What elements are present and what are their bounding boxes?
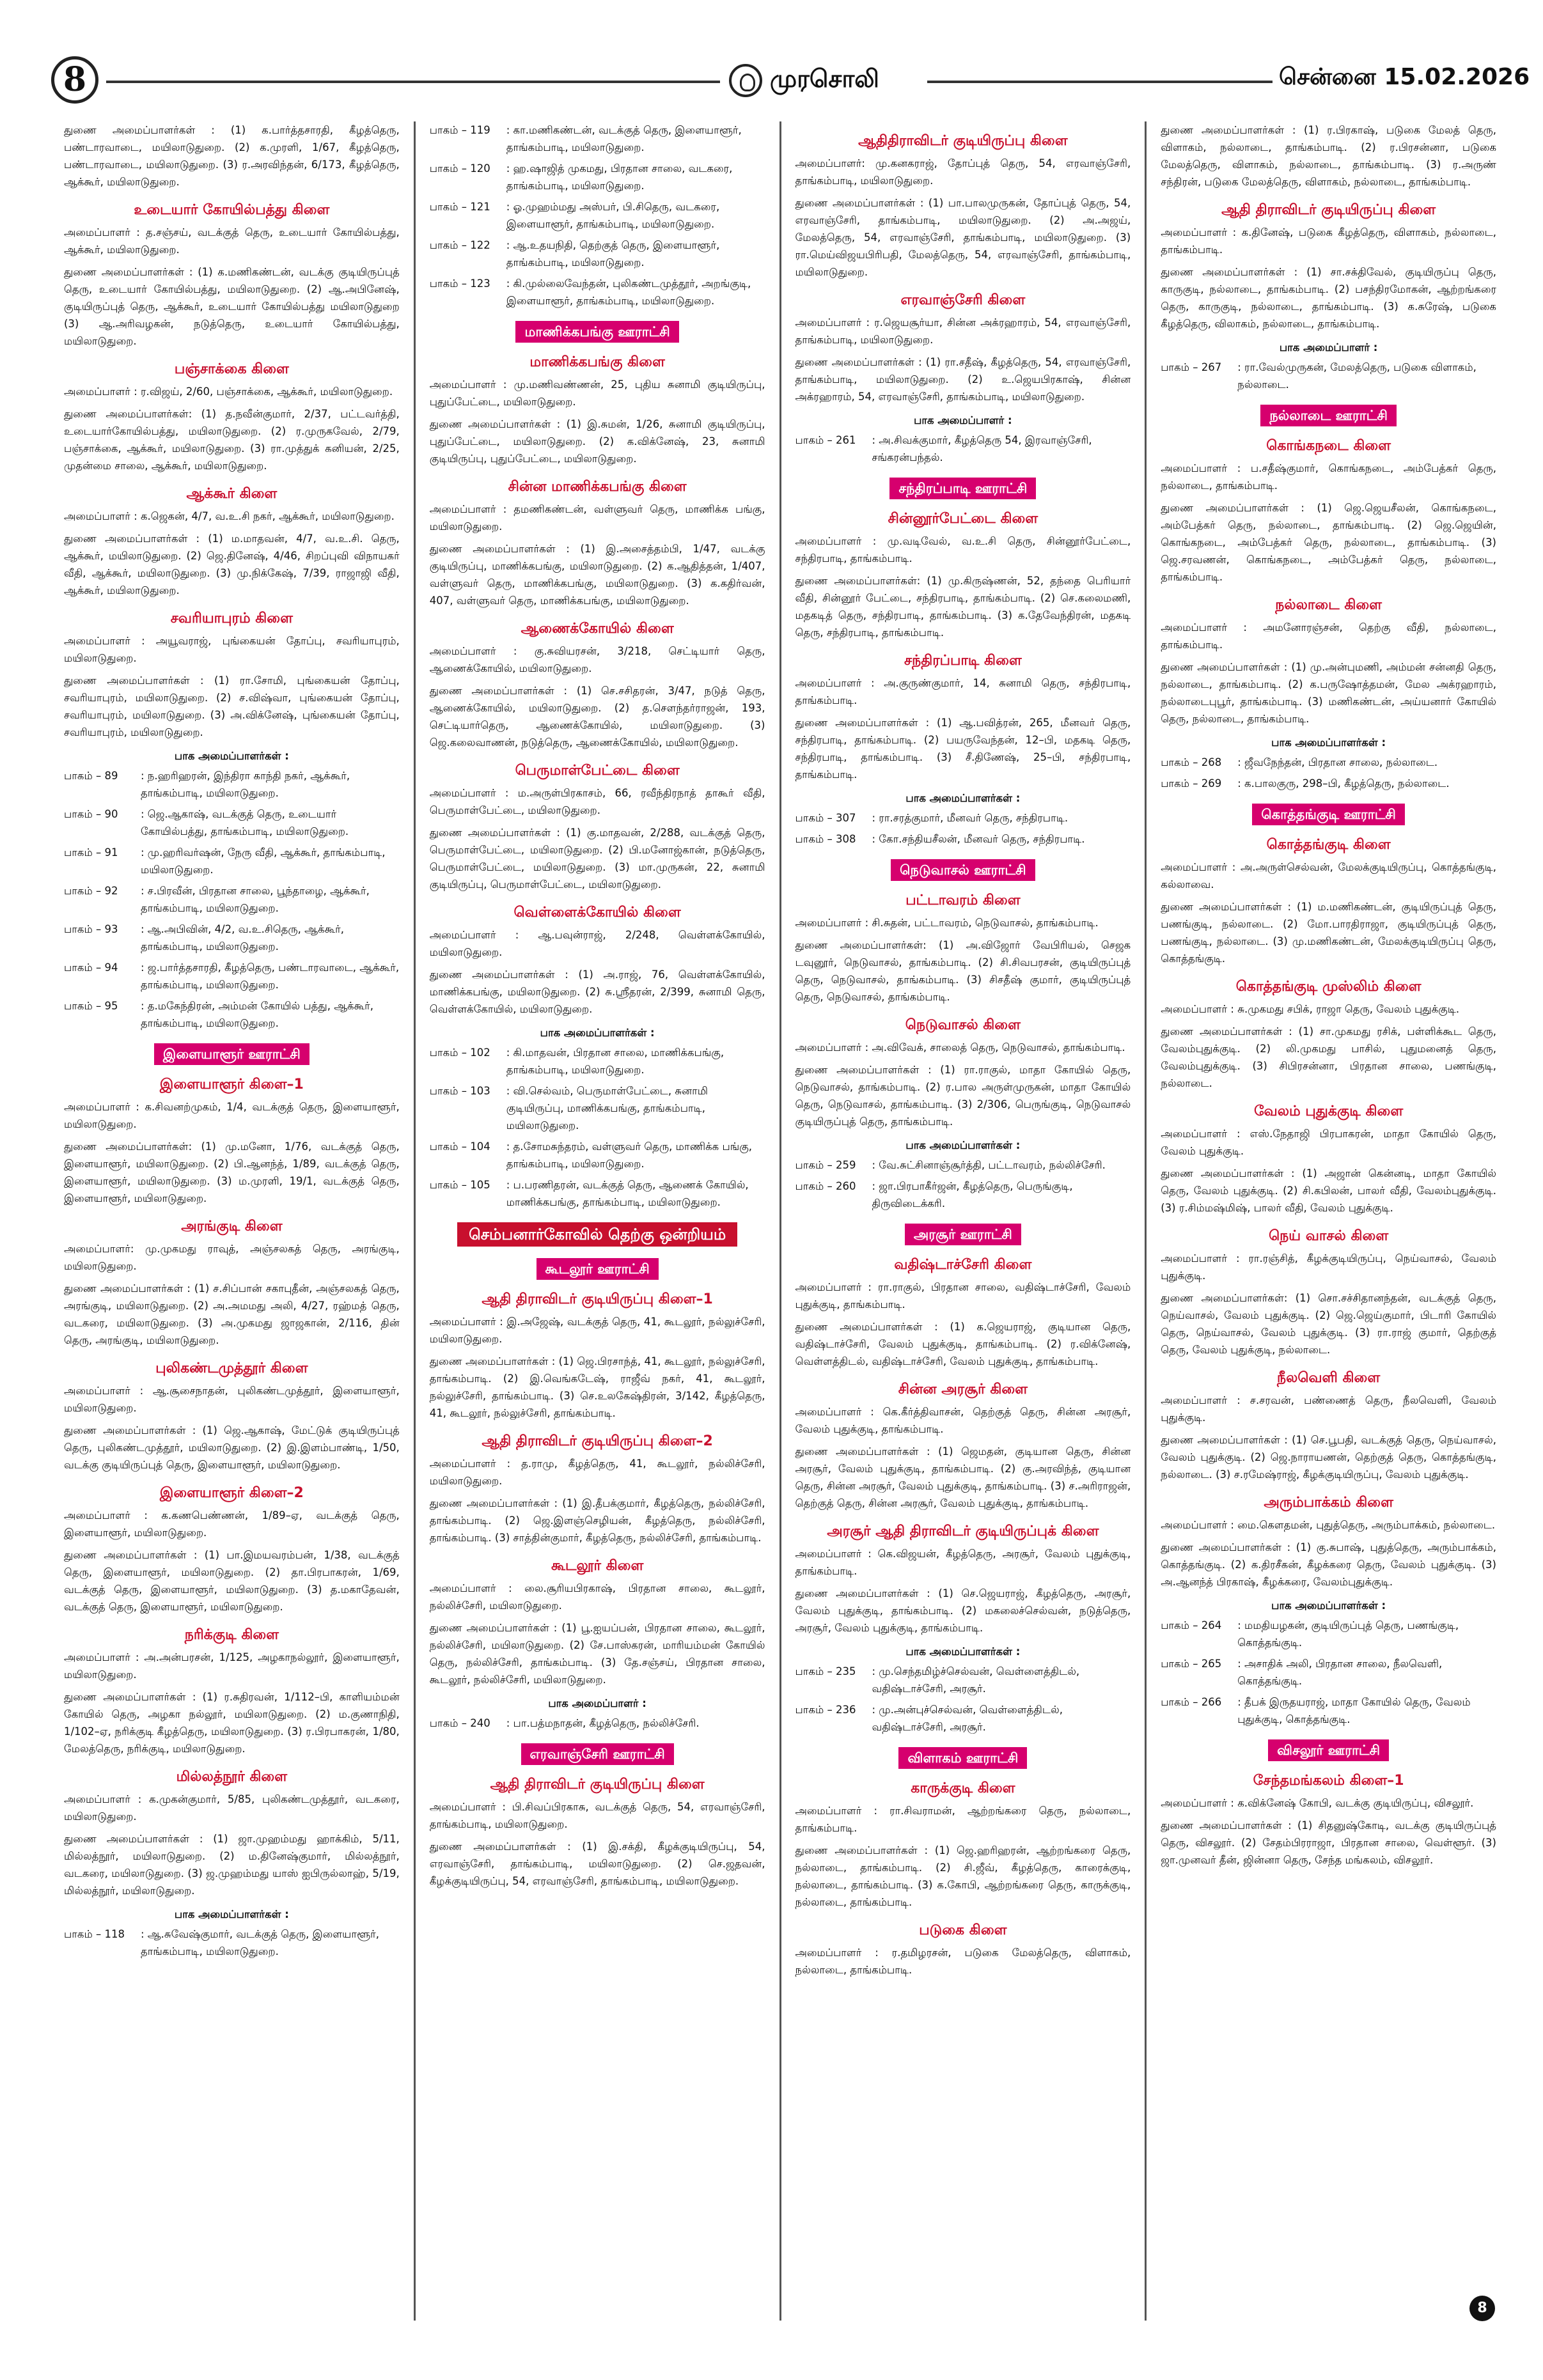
section-heading: ஆக்கூர் கிளை — [186, 486, 278, 502]
section-heading: படுகை கிளை — [919, 1922, 1007, 1938]
entry: துணை அமைப்பாளர்கள்: (1) த.நவீன்குமார், 2/37, பட்டவர்த்தி, உடையார்கோயில்பத்து, மயிலாடுதுறை. (2) ர.முருகவேல், 2/79, பஞ்சாக்கை, ஆக்கூர், மயிலாடுதுறை. (3) ரா.முத்துக் கனியன், 2/25, முதன்மை சாலை, ஆக்கூர், மயிலாடுதுறை. — [64, 408, 400, 472]
entry: துணை அமைப்பாளர்கள் : (1) ஜா.முஹம்மது ஹாக்கிம், 5/11, மில்லத்நூர், மயிலாடுதுறை. (2) ம.தினேஷ்குமார், மில்லத்நூர், வடகரை, மயிலாடுதுறை. (3) ஜ.முஹம்மது யாஸ் ஐபிருல்லாஹ், 5/19, மில்லத்நூர், மயிலாடுதுறை. — [64, 1833, 400, 1897]
entry: துணை அமைப்பாளர்கள் : (1) க.மணிகண்டன், வடக்கு குடியிருப்புத் தெரு, உடையார் கோயில்பத்து, மயிலாடுதுறை. (2) ஆ.அபினேஷ், குடியிருப்புத் தெரு, ஆக்கூர், உடையார் கோயில்பத்து மயிலாடுதுறை (3) ஆ.அரிவழகன், நடுத்தெரு, உடையார் கோயில்பத்து, மயிலாடுதுறை. — [64, 266, 400, 347]
entry: அமைப்பாளர் : ப.சதீஷ்குமார், கொங்கநடை, அம்பேத்கர் தெரு, நல்லாடை, தாங்கம்பாடி. — [1161, 462, 1496, 492]
entry: அமைப்பாளர் : அ.விவேக், சாலைத் தெரு, நெடுவாசல், தாங்கம்பாடி. — [795, 1041, 1125, 1054]
section-heading: நீலவெளி கிளை — [1277, 1370, 1381, 1386]
section-heading: ஆதி திராவிடர் குடியிருப்பு கிளை — [1221, 202, 1436, 218]
entry: துணை அமைப்பாளர்கள் : (1) இ.சுமன், 1/26, சுனாமி குடியிருப்பு, புதுப்பேட்டை, மயிலாடுதுறை. (2) க.விக்னேஷ், 23, சுனாமி குடியிருப்பு, புதுப்பேட்டை, மயிலாடுதுறை. — [429, 418, 765, 465]
entry: அமைப்பாளர் : ரா.ராகுல், பிரதான சாலை, வதிஷ்டாச்சேரி, வேலம் புதுக்குடி, தாங்கம்பாடி. — [795, 1281, 1131, 1311]
entry: அமைப்பாளர் : கெ.கீர்த்திவாசன், தெற்குத் தெரு, சின்ன அரசூர், வேலம் புதுக்குடி, தாங்கம்பாடி. — [795, 1406, 1131, 1435]
ward-person: : ப.பரணிதரன், வடக்குத் தெரு, ஆணைக் கோயில், மாணிக்கபங்கு, தாங்கம்பாடி, மயிலாடுதுறை. — [506, 1179, 749, 1208]
ward-row — [795, 1663, 1131, 1697]
masthead-rule-left — [106, 81, 720, 83]
entry: துணை அமைப்பாளர்கள் : (1) ஜெ.ஆகாஷ், மேட்டுக் குடியிருப்புத் தெரு, புலிகண்டமுத்தூர், மயிலாடுதுறை. (2) இ.இளம்பாண்டி, 1/50, வடக்கு குடியிருப்புத் தெரு, இளையாளூர், மயிலாடுதுறை. — [64, 1424, 400, 1471]
banner-label: இளையாளூர் ஊராட்சி — [154, 1043, 309, 1065]
panchayat-banner — [430, 1258, 765, 1280]
entry: அமைப்பாளர் : க.முகன்குமார், 5/85, புலிகண்டமுத்தூர், வடகரை, மயிலாடுதுறை. — [64, 1793, 400, 1823]
column-4 — [1145, 121, 1496, 2321]
entry: துணை அமைப்பாளர்கள் : (1) சிதனுஷ்கோடி, வடக்கு குடியிருப்புத் தெரு, விசலூர். (2) சேதம்பிரராஜா, பிரதான சாலை, வெள்ளூர். (3) ஜா.முனவர் தீன், ஜின்னா தெரு, சேந்த மங்கலம், விசலூர். — [1161, 1819, 1496, 1866]
banner-label: மாணிக்கபங்கு ஊராட்சி — [515, 321, 678, 343]
entry: துணை அமைப்பாளர்கள் : (1) மு.அன்புமணி, அம்மன் சன்னதி தெரு, நல்லாடை, தாங்கம்பாடி. (2) க.பருஷோத்தமன், மேல அக்ரஹாரம், நல்லாடைபுபூர், தாங்கம்பாடி. (3) மணிகண்டன், அய்யனார் கோயில் தெரு, நல்லாடை, தாங்கம்பாடி. — [1161, 661, 1496, 725]
entry: அமைப்பாளர் : கு.சுவியரசன், 3/218, செட்டியார் தெரு, ஆணைக்கோயில், மயிலாடுதுறை. — [429, 645, 765, 674]
entry: துணை அமைப்பாளர்கள்: (1) மு.மனோ, 1/76, வடக்குத் தெரு, இளையாளூர், மயிலாடுதுறை. (2) பி.ஆனந்த், 1/89, வடக்குத் தெரு, இளையாளூர், மயிலாடுதுறை. (3) ம.முரளி, 19/1, வடக்குத் தெரு, இளையாளூர், மயிலாடுதுறை. — [64, 1140, 400, 1204]
section-heading: எரவாஞ்சேரி கிளை — [900, 292, 1026, 308]
entry: துணை அமைப்பாளர்கள் : (1) செ.சசிதரன், 3/47, நடுத் தெரு, ஆணைக்கோயில், மயிலாடுதுறை. (2) த.செளந்தர்ராஜன், 193, செட்டியார்தெரு, ஆணைக்கோயில், மயிலாடுதுறை. (3) ஜெ.கலைவாணன், நடுத்தெரு, ஆணைக்கோயில், மயிலாடுதுறை. — [429, 685, 765, 749]
entry: அமைப்பாளர் : அமனோரஞ்சன், தெற்கு வீதி, நல்லாடை, தாங்கம்பாடி. — [1161, 621, 1496, 651]
entry: அமைப்பாளர்: மு.முகமது ராவுத், அஞ்சலகத் தெரு, அரங்குடி, மயிலாடுதுறை. — [64, 1243, 400, 1272]
ward-row — [64, 997, 400, 1032]
ward-number: பாகம் – 91 — [64, 846, 118, 859]
ward-number: பாகம் – 102 — [429, 1046, 490, 1059]
ward-person: : மமதியழகன், குடியிருப்புத் தெரு, பணங்குடி, கொத்தங்குடி. — [1237, 1619, 1459, 1649]
entry: துணை அமைப்பாளர்கள் : (1) பா.பாலமுருகன், தோப்புத் தெரு, 54, எரவாஞ்சேரி, தாங்கம்பாடி, மயிலாடுதுறை. (2) அ.அஜய், மேலத்தெரு, 54, எரவாஞ்சேரி, தாங்கம்பாடி, மயிலாடுதுறை. (3) ரா.மெய்விஜயபிரிபதி, மேலத்தெரு, 54, எரவாஞ்சேரி, தாங்கம்பாடி, மயிலாடுதுறை. — [795, 197, 1131, 278]
ward-row — [64, 844, 400, 878]
ward-row — [1161, 359, 1496, 393]
panchayat-banner — [430, 321, 765, 343]
subheading: பாக அமைப்பாளர் : — [1279, 341, 1378, 354]
ward-person: : கி.முல்லைவேந்தன், புலிகண்டமுத்தூர், அறங்குடி, இளையாளூர், தாங்கம்பாடி, மயிலாடுதுறை. — [506, 277, 751, 307]
entry: அமைப்பாளர் : ரா.சிவராமன், ஆற்றங்கரை தெரு, நல்லாடை, தாங்கம்பாடி. — [795, 1805, 1131, 1834]
ward-row — [430, 160, 765, 194]
ward-person: : ஹ.ஷாஜித் முகமது, பிரதான சாலை, வடகரை, தாங்கம்பாடி, மயிலாடுதுறை. — [506, 162, 733, 192]
ward-person: : வே.சுட்சினாஞ்சூர்த்தி, பட்டாவரம், நல்லிச்சேரி. — [872, 1159, 1106, 1171]
section-heading: சேந்தமங்கலம் கிளை–1 — [1253, 1773, 1404, 1789]
entry: அமைப்பாளர் : சு.முகமது சபிக், ராஜா தெரு, வேலம் புதுக்குடி. — [1161, 1003, 1460, 1015]
section-heading: புலிகண்டமுத்தூர் கிளை — [155, 1360, 308, 1376]
section-heading: வேலம் புதுக்குடி கிளை — [1254, 1103, 1404, 1119]
ward-person: : கி.மாதவன், பிரதான சாலை, மாணிக்கபங்கு, தாங்கம்பாடி, மயிலாடுதுறை. — [506, 1046, 725, 1076]
banner-label: கூடலூர் ஊராட்சி — [537, 1258, 659, 1280]
ward-number: பாகம் – 266 — [1161, 1696, 1222, 1708]
entry: அமைப்பாளர் : க.தினேஷ், படுகை கீழத்தெரு, விளாகம், நல்லாடை, தாங்கம்பாடி. — [1161, 226, 1496, 256]
ward-row — [430, 121, 765, 156]
ward-number: பாகம் – 105 — [429, 1179, 490, 1191]
entry: துணை அமைப்பாளர்கள் : (1) க.ஜெயராஜ், குடியான தெரு, வதிஷ்டாச்சேரி, வேலம் புதுக்குடி, தாங்கம்பாடி. (2) ர.விக்னேஷ், வெள்ளத்திடல், வதிஷ்டாச்சேரி, வேலம் புதுக்குடி, தாங்கம்பாடி. — [795, 1321, 1131, 1367]
column-1 — [64, 121, 414, 2321]
subheading: பாக அமைப்பாளர் : — [914, 414, 1012, 426]
section-heading: பட்டாவரம் கிளை — [905, 892, 1021, 908]
union-banner — [430, 1222, 765, 1247]
ward-person: : கோ.சந்தியசீலன், மீனவர் தெரு, சந்திரபாடி. — [872, 833, 1085, 845]
entry: துணை அமைப்பாளர்கள் : (1) ம.மாதவன், 4/7, வ.உ.சி. தெரு, ஆக்கூர், மயிலாடுதுறை. (2) ஜெ.தினேஷ், 4/46, சிறப்புவி விநாயகர் வீதி, ஆக்கூர், மயிலாடுதுறை. (3) மு.நிக்கேஷ், 7/39, ராஜாஜி வீதி, ஆக்கூர், மயிலாடுதுறை. — [64, 533, 400, 596]
panchayat-banner — [1161, 405, 1496, 426]
ward-number: பாகம் – 308 — [795, 833, 856, 845]
entry: துணை அமைப்பாளர்கள் : (1) ச.சிப்பான் சகாபுதீன், அஞ்சலகத் தெரு, அரங்குடி, மயிலாடுதுறை. (2) அ.அமமது அலி, 4/27, ரஹ்மத் தெரு, வடகரை, மயிலாடுதுறை. (3) அ.முகமது ஜாஜகான், 2/116, தின் தெரு, அரங்குடி, மயிலாடுதுறை. — [64, 1282, 400, 1346]
ward-number: பாகம் – 103 — [429, 1085, 490, 1097]
entry: துணை அமைப்பாளர்கள் : (1) செ.பூபதி, வடக்குத் தெரு, நெய்வாசல், வேலம் புதுக்குடி. (2) ஜெ.நாராயணன், தெற்குத் தெரு, கொத்தங்குடி, நல்லாடை. (3) ச.ரமேஷ்ராஜ், கீழக்குடியிருப்பு, வேலம் புதுக்குடி. — [1161, 1434, 1496, 1481]
entry: துணை அமைப்பாளர்கள் : (1) இ.அசைத்தம்பி, 1/47, வடக்கு குடியிருப்பு, மாணிக்கபங்கு, மயிலாடுதுறை. (2) க.ஆதித்தன், 1/407, வள்ளுவர் தெரு, மாணிக்கபங்கு, மயிலாடுதுறை. (3) க.கதிர்வன், 407, வள்ளுவர் தெரு, மாணிக்கபங்கு, மயிலாடுதுறை. — [429, 543, 765, 607]
section-heading: மாணிக்கபங்கு கிளை — [529, 354, 665, 370]
section-heading: அரும்பாக்கம் கிளை — [1264, 1495, 1393, 1511]
logo-emblem-icon — [729, 64, 762, 97]
logo-text: முரசொலி — [770, 65, 879, 93]
entry: அமைப்பாளர் : மை.கௌதமன், புதுத்தெரு, அரும்பாக்கம், நல்லாடை. — [1161, 1519, 1496, 1531]
ward-row — [1161, 754, 1496, 771]
ward-row — [64, 882, 400, 917]
subheading: பாக அமைப்பாளர் : — [548, 1697, 646, 1709]
ward-number: பாகம் – 235 — [795, 1665, 856, 1677]
entry: அமைப்பாளர் : அ.அன்பரசன், 1/125, அழகாநல்லூர், இளையாளூர், மயிலாடுதுறை. — [64, 1651, 400, 1681]
subheading: பாக அமைப்பாளர்கள் : — [540, 1027, 655, 1039]
ward-person: : பா.பத்மநாதன், கீழத்தெரு, நல்லிச்சேரி. — [506, 1717, 700, 1729]
ward-number: பாகம் – 90 — [64, 808, 118, 820]
section-heading: நெய் வாசல் கிளை — [1269, 1228, 1389, 1244]
section-heading: கொத்தங்குடி கிளை — [1266, 837, 1391, 853]
section-heading: சின்ன அரசூர் கிளை — [898, 1381, 1028, 1397]
ward-number: பாகம் – 121 — [429, 201, 490, 213]
section-heading: கொத்தங்குடி முஸ்லிம் கிளை — [1235, 979, 1422, 995]
entry: அமைப்பாளர் : க.விக்னேஷ் கோபி, வடக்கு குடியிருப்பு, விசலூர். — [1161, 1797, 1474, 1809]
newspaper-logo — [729, 60, 921, 101]
entry: அமைப்பாளர் : ர.ஜெயசூர்யா, சின்ன அக்ரஹாரம், 54, எரவாஞ்சேரி, தாங்கம்பாடி, மயிலாடுதுறை. — [795, 316, 1131, 346]
panchayat-banner — [64, 1043, 400, 1065]
ward-person: : ரா.வேல்முருகன், மேலத்தெரு, படுகை விளாகம், நல்லாடை. — [1237, 361, 1476, 391]
entry: அமைப்பாளர் : எஸ்.நேதாஜி பிரபாகரன், மாதா கோயில் தெரு, வேலம் புதுக்குடி. — [1161, 1128, 1496, 1157]
entry: துணை அமைப்பாளர்கள் : (1) ஜெமதன், குடியான தெரு, சின்ன அரசூர், வேலம் புதுக்குடி, தாங்கம்பாடி. (2) கு.அரவிந்த், குடியான தெரு, சின்ன அரசூர், வேலம் புதுக்குடி, தாங்கம்பாடி. (3) ச.அரிராஜன், தெற்குத் தெரு, சின்ன அரசூர், வேலம் புதுக்குடி, தாங்கம்பாடி. — [795, 1445, 1131, 1509]
section-heading: ஆதிதிராவிடர் குடியிருப்பு கிளை — [858, 133, 1068, 149]
entry: துணை அமைப்பாளர்கள் : (1) ஜெ.ஜெயசீலன், கொங்கநடை, அம்பேத்கர் தெரு, நல்லாடை, தாங்கம்பாடி. (2) ஜெ.ஜெயின், கொங்கநடை, அம்பேத்கர் தெரு, நல்லாடை, தாங்கம்பாடி. (3) ஜெ.சரவணன், கொங்கநடை, அம்பேத்கர் தெரு, நல்லாடை, தாங்கம்பாடி. — [1161, 502, 1496, 583]
ward-row — [795, 809, 1131, 827]
entry: அமைப்பாளர் : சி.சுதன், பட்டாவரம், நெடுவாசல், தாங்கம்பாடி. — [795, 917, 1099, 929]
ward-number: பாகம் – 118 — [64, 1928, 125, 1940]
section-heading: அரங்குடி கிளை — [181, 1218, 283, 1234]
section-heading: சின்னூர்பேட்டை கிளை — [888, 511, 1038, 527]
entry: அமைப்பாளர் : மு.வடிவேல், வ.உ.சி தெரு, சின்னூர்பேட்டை, சந்திரபாடி, தாங்கம்பாடி. — [795, 535, 1131, 564]
panchayat-banner — [1161, 1739, 1496, 1761]
column-2 — [414, 121, 779, 2321]
ward-row — [430, 1082, 765, 1134]
column-3 — [779, 121, 1145, 2321]
entry: அமைப்பாளர் : தமணிகண்டன், வள்ளுவர் தெரு, மாணிக்க பங்கு, மயிலாடுதுறை. — [429, 503, 765, 533]
ward-row — [795, 1178, 1131, 1212]
entry: துணை அமைப்பாளர்கள் : (1) ஆ.பவித்ரன், 265, மீனவர் தெரு, சந்திரபாடி, தாங்கம்பாடி. (2) பயருவேந்தன், 12–பி, மதகடி தெரு, சந்திரபாடி, தாங்கம்பாடி. (3) சீ.திணேஷ், 25–பி, சந்திரபாடி, தாங்கம்பாடி. — [795, 717, 1131, 781]
ward-number: பாகம் – 122 — [429, 239, 490, 251]
page-number-badge: 8 — [51, 56, 98, 104]
entry: துணை அமைப்பாளர்கள் : (1) ஜெ.பிரசாந்த், 41, கூடலூர், நல்லுச்சேரி, தாங்கம்பாடி. (2) இ.வெங்கடேஷ், ராஜீவ் நகர், 41, கூடலூர், நல்லுச்சேரி, தாங்கம்பாடி. (3) செ.உலகேஷ்திரன், 3/142, கீழத்தெரு, 41, கூடலூர், நல்லுச்சேரி, தாங்கம்பாடி. — [429, 1355, 765, 1419]
ward-number: பாகம் – 119 — [429, 124, 490, 136]
ward-person: : த.மகேந்திரன், அம்மன் கோயில் பத்து, ஆக்கூர், தாங்கம்பாடி, மயிலாடுதுறை. — [141, 1000, 374, 1029]
ward-row — [795, 830, 1131, 848]
entry: துணை அமைப்பாளர்கள் : (1) கு.சுபாஷ், புதுத்தெரு, அரும்பாக்கம், கொத்தங்குடி. (2) க.திரசீகன், கீழக்கரை தெரு, வேலம் புதுக்குடி. (3) அ.ஆனந்த் பிரகாஷ், கீழக்கரை, வேலம்புதுக்குடி. — [1161, 1541, 1496, 1588]
entry: துணை அமைப்பாளர்கள் : (1) இ.சக்தி, கீழக்குடியிருப்பு, 54, எரவாஞ்சேரி, தாங்கம்பாடி, மயிலாடுதுறை. (2) செ.ஜதவன், கீழக்குடியிருப்பு, 54, எரவாஞ்சேரி, தாங்கம்பாடி, மயிலாடுதுறை. — [429, 1840, 765, 1887]
entry: துணை அமைப்பாளர்கள் : (1) ஜெ.ஹரிஹரன், ஆற்றங்கரை தெரு, நல்லாடை, தாங்கம்பாடி. (2) சி.ஜீவ், கீழத்தெரு, காரைக்குடி, நல்லாடை, தாங்கம்பாடி. (3) க.கோபி, ஆற்றங்கரை தெரு, காருக்குடி, நல்லாடை, தாங்கம்பாடி. — [795, 1844, 1131, 1908]
entry: துணை அமைப்பாளர்கள் : (1) ர.சுதிரவன், 1/112–பி, காளியம்மன் கோயில் தெரு, அழகா நல்லூர், மயிலாடுதுறை. (2) ம.குணாநிதி, 1/102–ஏ, நரிக்குடி கீழத்தெரு, மயிலாடுதுறை. (3) ர.பிரபாகரன், 1/80, மேலத்தெரு, நரிக்குடி, மயிலாடுதுறை. — [64, 1691, 400, 1755]
entry: அமைப்பாளர் : அ.அருள்செல்வன், மேலக்குடியிருப்பு, கொத்தங்குடி, கல்லாவை. — [1161, 861, 1496, 891]
panchayat-banner — [795, 1747, 1131, 1769]
footer-page-number: 8 — [1469, 2296, 1495, 2321]
entry: துணை அமைப்பாளர்கள்: (1) அ.விஜோர் வேபிரியல், செஜக டவுனூர், நெடுவாசல், தாங்கம்பாடி. (2) சி.சிவபரசன், குடியிருப்புத் தெரு, நெடுவாசல், தாங்கம்பாடி. (3) சிசதீஷ் குமார், குடியிருப்புத் தெரு, நெடுவாசல், தாங்கம்பாடி. — [795, 939, 1131, 1003]
banner-label: கொத்தங்குடி ஊராட்சி — [1252, 804, 1404, 825]
ward-person: : ஓ.முஹம்மது அஸ்பர், பி.சிதெரு, வடகரை, இளையாளூர், தாங்கம்பாடி, மயிலாடுதுறை. — [506, 201, 720, 230]
ward-number: பாகம் – 123 — [429, 277, 490, 290]
entry: துணை அமைப்பாளர்கள் : (1) அஜான் கென்னடி, மாதா கோயில் தெரு, வேலம் புதுக்குடி. (2) சி.கபிலன், பாலர் வீதி, வேலம்புதுக்குடி. (3) ர.சிம்மஷ்மிஷ், பாலர் வீதி, வேலம் புதுக்குடி. — [1161, 1167, 1496, 1214]
ward-number: பாகம் – 92 — [64, 885, 118, 897]
masthead-rule-right — [927, 81, 1273, 83]
ward-number: பாகம் – 307 — [795, 812, 856, 824]
subheading: பாக அமைப்பாளர்கள் : — [905, 792, 1021, 804]
subheading: பாக அமைப்பாளர்கள் : — [1271, 1599, 1386, 1612]
entry: அமைப்பாளர் : அயூவராஜ், புங்கையன் தோப்பு, சவரியாபுரம், மயிலாடுதுறை. — [64, 635, 400, 664]
ward-person: : ஆ.உதயநிதி, தெற்குத் தெரு, இளையாளூர், தாங்கம்பாடி, மயிலாடுதுறை. — [506, 239, 720, 268]
ward-row — [1161, 1617, 1496, 1651]
ward-person: : ஆ.சுவேஷ்குமார், வடக்குத் தெரு, இளையாளூர், தாங்கம்பாடி, மயிலாடுதுறை. — [141, 1928, 380, 1957]
ward-number: பாகம் – 93 — [64, 923, 118, 935]
ward-number: பாகம் – 89 — [64, 770, 118, 782]
entry: துணை அமைப்பாளர்கள் : (1) சா.சக்திவேல், குடியிருப்பு தெரு, காருகுடி, நல்லாடை, தாங்கம்பாடி. (2) பசந்திரமோகன், ஆற்றங்கரை தெரு, காருகுடி, நல்லாடை, தாங்கம்பாடி. (3) க.சுரேஷ், படுகை கீழத்தெரு, விலாகம், நல்லாடை, தாங்கம்பாடி. — [1161, 266, 1496, 330]
ward-person: : மு.அன்புச்செல்வன், வெள்ளைத்திடல், வதிஷ்டாச்சேரி, அரசூர். — [872, 1704, 1063, 1733]
banner-label: அரசூர் ஊராட்சி — [905, 1224, 1021, 1245]
banner-label: நல்லாடை ஊராட்சி — [1260, 405, 1397, 426]
ward-person: : ச.பிரவீன், பிரதான சாலை, பூந்தாழை, ஆக்கூர், தாங்கம்பாடி, மயிலாடுதுறை. — [141, 885, 370, 914]
section-heading: சந்திரப்பாடி கிளை — [904, 653, 1022, 669]
subheading: பாக அமைப்பாளர்கள் : — [905, 1645, 1021, 1658]
ward-row — [795, 1156, 1131, 1174]
entry: துணை அமைப்பாளர்கள் : (1) ம.மணிகண்டன், குடியிருப்புத் தெரு, பணங்குடி, நல்லாடை. (2) மோ.பாரதிராஜா, குடியிருப்புத் தெரு, பணங்குடி, நல்லாடை. (3) மு.மணிகண்டன், மேலக்குடியிருப்பு தெரு, கொத்தங்குடி. — [1161, 901, 1496, 965]
section-heading: ஆதி திராவிடர் குடியிருப்பு கிளை–2 — [482, 1433, 713, 1449]
ward-row — [430, 1176, 765, 1211]
ward-row — [430, 198, 765, 233]
section-heading: ஆதி திராவிடர் குடியிருப்பு கிளை — [490, 1777, 705, 1793]
ward-person: : ஜ.பார்த்தசாரதி, கீழத்தெரு, பண்டாரவாடை, ஆக்கூர், தாங்கம்பாடி, மயிலாடுதுறை. — [141, 961, 400, 991]
entry: துணை அமைப்பாளர்கள் : (1) ர.பிரகாஷ், படுகை மேலத் தெரு, விளாகம், நல்லாடை, தாங்கம்பாடி. (2) ர.பிரசன்னா, படுகை மேலத்தெரு, விளாகம், நல்லாடை, தாங்கம்பாடி. (3) ர.அருண் சந்திரன், படுகை மேலத்தெரு, விளாகம், நல்லாடை, தாங்கம்பாடி. — [1161, 124, 1496, 188]
ward-number: பாகம் – 268 — [1161, 756, 1222, 768]
ward-person: : த.சோமசுந்தரம், வள்ளுவர் தெரு, மாணிக்க பங்கு, தாங்கம்பாடி, மயிலாடுதுறை. — [506, 1140, 753, 1170]
entry: அமைப்பாளர் : ரா.ரஞ்சித், கீழக்குடியிருப்பு, நெய்வாசல், வேலம் புதுக்குடி. — [1161, 1252, 1496, 1282]
section-heading: கொங்கநடை கிளை — [1266, 438, 1391, 454]
panchayat-banner — [430, 1743, 765, 1765]
entry: அமைப்பாளர் : க.சிவனற்முகம், 1/4, வடக்குத் தெரு, இளையாளூர், மயிலாடுதுறை. — [64, 1101, 400, 1130]
ward-row — [64, 1925, 400, 1960]
section-heading: சின்ன மாணிக்கபங்கு கிளை — [508, 479, 687, 495]
ward-person: : கா.மணிகண்டன், வடக்குத் தெரு, இளையாளூர், தாங்கம்பாடி, மயிலாடுதுறை. — [506, 124, 742, 153]
ward-row — [64, 959, 400, 993]
ward-row — [430, 237, 765, 271]
banner-label: விளாகம் ஊராட்சி — [898, 1747, 1027, 1769]
entry: அமைப்பாளர் : ர.விஜய், 2/60, பஞ்சாக்கை, ஆக்கூர், மயிலாடுதுறை. — [64, 385, 393, 398]
entry: அமைப்பாளர் : அ.குருண்குமார், 14, சுனாமி தெரு, சந்திரபாடி, தாங்கம்பாடி. — [795, 677, 1131, 706]
entry: அமைப்பாளர் : க.கணபெண்ணன், 1/89–ஏ, வடக்குத் தெரு, இளையாளூர், மயிலாடுதுறை. — [64, 1509, 400, 1539]
ward-number: பாகம் – 269 — [1161, 777, 1222, 789]
ward-row — [64, 921, 400, 955]
ward-row — [1161, 1693, 1496, 1728]
panchayat-banner — [795, 478, 1131, 499]
entry: துணை அமைப்பாளர்கள் : (1) ரா.சதீஷ், கீழத்தெரு, 54, எரவாஞ்சேரி, தாங்கம்பாடி, மயிலாடுதுறை. (2) உ.ஜெயபிரகாஷ், சின்ன அக்ரஹாரம், 54, எரவாஞ்சேரி, தாங்கம்பாடி, மயிலாடுதுறை. — [795, 356, 1131, 403]
ward-row — [795, 1701, 1131, 1736]
ward-number: பாகம் – 260 — [795, 1180, 856, 1192]
section-heading: உடையார் கோயில்பத்து கிளை — [134, 202, 330, 218]
entry: துணை அமைப்பாளர்கள் : (1) சா.முகமது ரசிக், பள்ளிக்கூட தெரு, வேலம்புதுக்குடி. (2) லி.முகமது பாசில், புதுமனைத் தெரு, வேலம்புதுக்குடி. (3) சிபிரசன்னா, பிரதான சாலை, பணங்குடி, நல்லாடை. — [1161, 1025, 1496, 1089]
ward-person: : அசாதிக் அலி, பிரதான சாலை, நீலவெளி, கொத்தங்குடி. — [1237, 1658, 1443, 1687]
ward-person: : ஜா.பிரபாகீர்ஜன், கீழத்தெரு, பெருங்குடி, திருவிடைக்கரி. — [872, 1180, 1073, 1209]
section-heading: பஞ்சாக்கை கிளை — [174, 361, 289, 377]
ward-number: பாகம் – 94 — [64, 961, 118, 974]
entry: துணை அமைப்பாளர்கள் : (1) அ.ராஜ், 76, வெள்ளக்கோயில், மாணிக்கபங்கு, மயிலாடுதுறை. (2) சு.ஸ்ரீதரன், 2/399, சுனாமி தெரு, வெள்ளக்கோயில், மயிலாடுதுறை. — [429, 968, 765, 1015]
section-heading: மில்லத்நூர் கிளை — [176, 1769, 288, 1785]
entry: துணை அமைப்பாளர்கள் : (1) கு.மாதவன், 2/288, வடக்குத் தெரு, பெருமாள்பேட்டை, மயிலாடுதுறை. (2) பி.மனோஜ்கான், நடுத்தெரு, பெருமாள்பேட்டை, மயிலாடுதுறை. (3) மா.முருகன், 22, சுனாமி குடியிருப்பு, பெருமாள்பேட்டை, மயிலாடுதுறை. — [429, 827, 765, 891]
ward-number: பாகம் – 104 — [429, 1140, 490, 1153]
section-heading: வெள்ளைக்கோயில் கிளை — [513, 905, 681, 921]
subheading: பாக அமைப்பாளர்கள் : — [174, 1908, 289, 1920]
entry: அமைப்பாளர் : ச.சரவன், பண்ணைத் தெரு, நீலவெளி, வேலம் புதுக்குடி. — [1161, 1394, 1496, 1424]
panchayat-banner — [795, 859, 1131, 881]
ward-number: பாகம் – 264 — [1161, 1619, 1222, 1631]
ward-person: : அ.சிவக்குமார், கீழத்தெரு 54, இரவாஞ்சேரி, சங்கரன்பந்தல். — [872, 434, 1092, 463]
subheading: பாக அமைப்பாளர்கள் : — [1271, 736, 1386, 749]
ward-person: : க.பாலகுரு, 298–பி, கீழத்தெரு, நல்லாடை. — [1237, 777, 1450, 789]
ward-number: பாகம் – 261 — [795, 434, 856, 446]
entry: துணை அமைப்பாளர்கள் : (1) ரா.சோமி, புங்கையன் தோப்பு, சவரியாபுரம், மயிலாடுதுறை. (2) ச.விஷ்வா, புங்கையன் தோப்பு, சவரியாபுரம், மயிலாடுதுறை. (3) அ.விக்னேஷ், புங்கையன் தோப்பு, சவரியாபுரம், மயிலாடுதுறை. — [64, 674, 400, 738]
entry: அமைப்பாளர் : மு.மணிவண்ணன், 25, புதிய சுனாமி குடியிருப்பு, புதுப்பேட்டை, மயிலாடுதுறை. — [429, 378, 765, 408]
banner-label: விசலூர் ஊராட்சி — [1268, 1739, 1389, 1761]
ward-person: : ஜீவநேந்தன், பிரதான சாலை, நல்லாடை. — [1237, 756, 1438, 768]
entry: அமைப்பாளர்: மு.கனகராஜ், தோப்புத் தெரு, 54, எரவாஞ்சேரி, தாங்கம்பாடி, மயிலாடுதுறை. — [795, 157, 1131, 187]
ward-number: பாகம் – 95 — [64, 1000, 118, 1012]
ward-person: : வி.செல்வம், பெருமாள்பேட்டை, சுனாமி குடியிருப்பு, மாணிக்கபங்கு, தாங்கம்பாடி, மயிலாடுதுறை. — [506, 1085, 708, 1132]
section-heading: ஆணைக்கோயில் கிளை — [521, 621, 674, 637]
masthead — [51, 51, 1530, 109]
ward-row — [64, 767, 400, 802]
entry: அமைப்பாளர் : ஆ.பவுன்ராஜ், 2/248, வெள்ளக்கோயில், மயிலாடுதுறை. — [429, 929, 765, 958]
entry: துணை அமைப்பாளர்கள்: (1) சொ.சச்சிதானந்தன், வடக்குத் தெரு, நெய்வாசல், வேலம் புதுக்குடி. (2) ஜெ.ஜெய்குமார், பிடாரி கோயில் தெரு, நெய்வாசல், வேலம் புதுக்குடி. (3) ரா.ராஜ் குமார், தெற்குத் தெரு, வேலம் புதுக்குடி, நல்லாடை. — [1161, 1292, 1496, 1356]
section-heading: நெடுவாசல் கிளை — [905, 1017, 1021, 1033]
banner-label: நெடுவாசல் ஊராட்சி — [891, 859, 1035, 881]
section-heading: பெருமாள்பேட்டை கிளை — [515, 763, 680, 779]
entry: துணை அமைப்பாளர்கள் : (1) க.பார்த்தசாரதி, கீழத்தெரு, பண்டாரவாடை, மயிலாடுதுறை. (2) க.முரளி, 1/67, கீழத்தெரு, பண்டாரவாடை, மயிலாடுதுறை. (3) ர.அரவிந்தன், 6/173, கீழத்தெரு, ஆக்கூர், மயிலாடுதுறை. — [64, 124, 400, 188]
entry: துணை அமைப்பாளர்கள் : (1) செ.ஜெயராஜ், கீழத்தெரு, அரசூர், வேலம் புதுக்குடி, தாங்கம்பாடி. (2) மகலைச்செல்வன், நடுத்தெரு, அரசூர், வேலம் புதுக்குடி, தாங்கம்பாடி. — [795, 1587, 1131, 1634]
banner-label: செம்பனார்கோவில் தெற்கு ஒன்றியம் — [457, 1222, 737, 1247]
ward-number: பாகம் – 267 — [1161, 361, 1222, 373]
entry: அமைப்பாளர் : ர.தமிழரசன், படுகை மேலத்தெரு, விளாகம், நல்லாடை, தாங்கம்பாடி. — [795, 1947, 1131, 1976]
ward-row — [430, 275, 765, 309]
ward-number: பாகம் – 120 — [429, 162, 490, 175]
content-columns — [64, 121, 1496, 2321]
banner-label: எரவாஞ்சேரி ஊராட்சி — [521, 1743, 674, 1765]
section-heading: வதிஷ்டாச்சேரி கிளை — [894, 1257, 1032, 1273]
entry: அமைப்பாளர் : கெ.விஜயன், கீழத்தெரு, அரசூர், வேலம் புதுக்குடி, தாங்கம்பாடி. — [795, 1548, 1131, 1577]
entry: துணை அமைப்பாளர்கள் : (1) பா.இமயவரம்பன், 1/38, வடக்குத் தெரு, இளையாளூர், மயிலாடுதுறை. (2) தா.பிரபாகரன், 1/69, வடக்குத் தெரு, இளையாளூர், மயிலாடுதுறை. (3) த.மகாதேவன், வடக்குத் தெரு, இளையாளூர், மயிலாடுதுறை. — [64, 1549, 400, 1613]
ward-number: பாகம் – 236 — [795, 1704, 856, 1716]
panchayat-banner — [795, 1224, 1131, 1245]
ward-person: : தீபக் இருதயராஜ், மாதா கோயில் தெரு, வேலம் புதுக்குடி, கொத்தங்குடி. — [1237, 1696, 1471, 1725]
entry: துணை அமைப்பாளர்கள் : (1) இ.தீபக்குமார், கீழத்தெரு, நல்லிச்சேரி, தாங்கம்பாடி. (2) ஜெ.இளஞ்செழியன், கீழத்தெரு, நல்லிச்சேரி, தாங்கம்பாடி. (3) சாத்தின்குமார், கீழத்தெரு, நல்லிச்சேரி, தாங்கம்பாடி. — [429, 1497, 765, 1544]
section-heading: நரிக்குடி கிளை — [184, 1627, 279, 1643]
entry: துணை அமைப்பாளர்கள் : (1) ரா.ராகுல், மாதா கோயில் தெரு, நெடுவாசல், தாங்கம்பாடி. (2) ர.பால அருள்முருகன், மாதா கோயில் தெரு, நெடுவாசல், தாங்கம்பாடி. (3) 2/306, பெருங்குடி, நெடுவாசல் குடியிருப்புத் தெரு, தாங்கம்பாடி. — [795, 1064, 1131, 1128]
section-heading: சவரியாபுரம் கிளை — [170, 611, 293, 626]
entry: அமைப்பாளர் : க.ஜெகன், 4/7, வ.உ.சி நகர், ஆக்கூர், மயிலாடுதுறை. — [64, 510, 395, 522]
banner-label: சந்திரப்பாடி ஊராட்சி — [889, 478, 1036, 499]
ward-row — [430, 1715, 765, 1732]
section-heading: இளையாளூர் கிளை–2 — [159, 1485, 304, 1501]
entry: அமைப்பாளர் : லை.சூரியபிரகாஷ், பிரதான சாலை, கூடலூர், நல்லிச்சேரி, மயிலாடுதுறை. — [429, 1582, 765, 1612]
ward-row — [1161, 1655, 1496, 1690]
section-heading: இளையாளூர் கிளை–1 — [159, 1077, 304, 1093]
entry: அமைப்பாளர் : ம.அருள்பிரகாசம், 66, ரவீந்திரநாத் தாகூர் வீதி, பெருமாள்பேட்டை, மயிலாடுதுறை. — [429, 787, 765, 816]
ward-row — [795, 432, 1131, 466]
ward-person: : ந.ஹரிஹரன், இந்திரா காந்தி நகர், ஆக்கூர், தாங்கம்பாடி, மயிலாடுதுறை. — [141, 770, 350, 799]
section-heading: அரசூர் ஆதி திராவிடர் குடியிருப்புக் கிளை — [827, 1523, 1099, 1539]
section-heading: ஆதி திராவிடர் குடியிருப்பு கிளை–1 — [482, 1291, 713, 1307]
panchayat-banner — [1161, 804, 1496, 825]
ward-person: : மு.ஹரிவர்ஷன், நேரு வீதி, ஆக்கூர், தாங்கம்பாடி, மயிலாடுதுறை. — [141, 846, 386, 876]
ward-person: : ஆ.அபிவின், 4/2, வ.உ.சிதெரு, ஆக்கூர், தாங்கம்பாடி, மயிலாடுதுறை. — [141, 923, 344, 953]
ward-row — [430, 1138, 765, 1172]
city-date: சென்னை 15.02.2026 — [1279, 64, 1530, 90]
ward-number: பாகம் – 265 — [1161, 1658, 1222, 1670]
entry: அமைப்பாளர் : இ.அஜேஷ், வடக்குத் தெரு, 41, கூடலூர், நல்லுச்சேரி, மயிலாடுதுறை. — [429, 1316, 765, 1345]
entry: அமைப்பாளர் : பி.சிவப்பிரகாசு, வடக்குத் தெரு, 54, எரவாஞ்சேரி, தாங்கம்பாடி, மயிலாடுதுறை. — [429, 1801, 765, 1830]
entry: அமைப்பாளர் : த.ராமு, கீழத்தெரு, 41, கூடலூர், நல்லிச்சேரி, மயிலாடுதுறை. — [429, 1458, 765, 1487]
section-heading: கூடலூர் கிளை — [551, 1558, 644, 1574]
ward-row — [64, 805, 400, 840]
section-heading: நல்லாடை கிளை — [1275, 597, 1382, 613]
ward-person: : ரா.சரத்குமார், மீனவர் தெரு, சந்திரபாடி. — [872, 812, 1069, 824]
subheading: பாக அமைப்பாளர்கள் : — [174, 750, 289, 762]
ward-number: பாகம் – 240 — [429, 1717, 490, 1729]
entry: அமைப்பாளர் : ஆ.சூசைநாதன், புலிகண்டமுத்தூர், இளையாளூர், மயிலாடுதுறை. — [64, 1385, 400, 1414]
ward-number: பாகம் – 259 — [795, 1159, 856, 1171]
ward-person: : மு.செந்தமிழ்ச்செல்வன், வெள்ளைத்திடல், வதிஷ்டாச்சேரி, அரசூர். — [872, 1665, 1080, 1695]
ward-row — [1161, 775, 1496, 792]
ward-row — [430, 1044, 765, 1078]
entry: அமைப்பாளர் : த.சஞ்சய், வடக்குத் தெரு, உடையார் கோயில்பத்து, ஆக்கூர், மயிலாடுதுறை. — [64, 226, 400, 256]
section-heading: காருக்குடி கிளை — [911, 1780, 1015, 1796]
entry: துணை அமைப்பாளர்கள் : (1) பூ.ஐயப்பன், பிரதான சாலை, கூடலூர், நல்லிச்சேரி, மயிலாடுதுறை. (2) சே.பாஸ்கரன், மாரியம்மன் கோயில் தெரு, நல்லிச்சேரி, தாங்கம்பாடி. (3) தே.சஞ்சய், பிரதான சாலை, கூடலூர், நல்லிச்சேரி, மயிலாடுதுறை. — [429, 1622, 765, 1686]
ward-person: : ஜெ.ஆகாஷ், வடக்குத் தெரு, உடையார் கோயில்பத்து, தாங்கம்பாடி, மயிலாடுதுறை. — [141, 808, 349, 837]
subheading: பாக அமைப்பாளர்கள் : — [905, 1139, 1021, 1151]
entry: துணை அமைப்பாளர்கள்: (1) மு.கிருஷ்ணன், 52, தந்தை பெரியார் வீதி, சின்னூர் பேட்டை, சந்திரபாடி, தாங்கம்பாடி. (2) செ.கலைமணி, மதகடித் தெரு, சந்திரபாடி, தாங்கம்பாடி. (3) க.தேவேந்திரன், மதகடி தெரு, சந்திரபாடி, தாங்கம்பாடி. — [795, 575, 1131, 639]
